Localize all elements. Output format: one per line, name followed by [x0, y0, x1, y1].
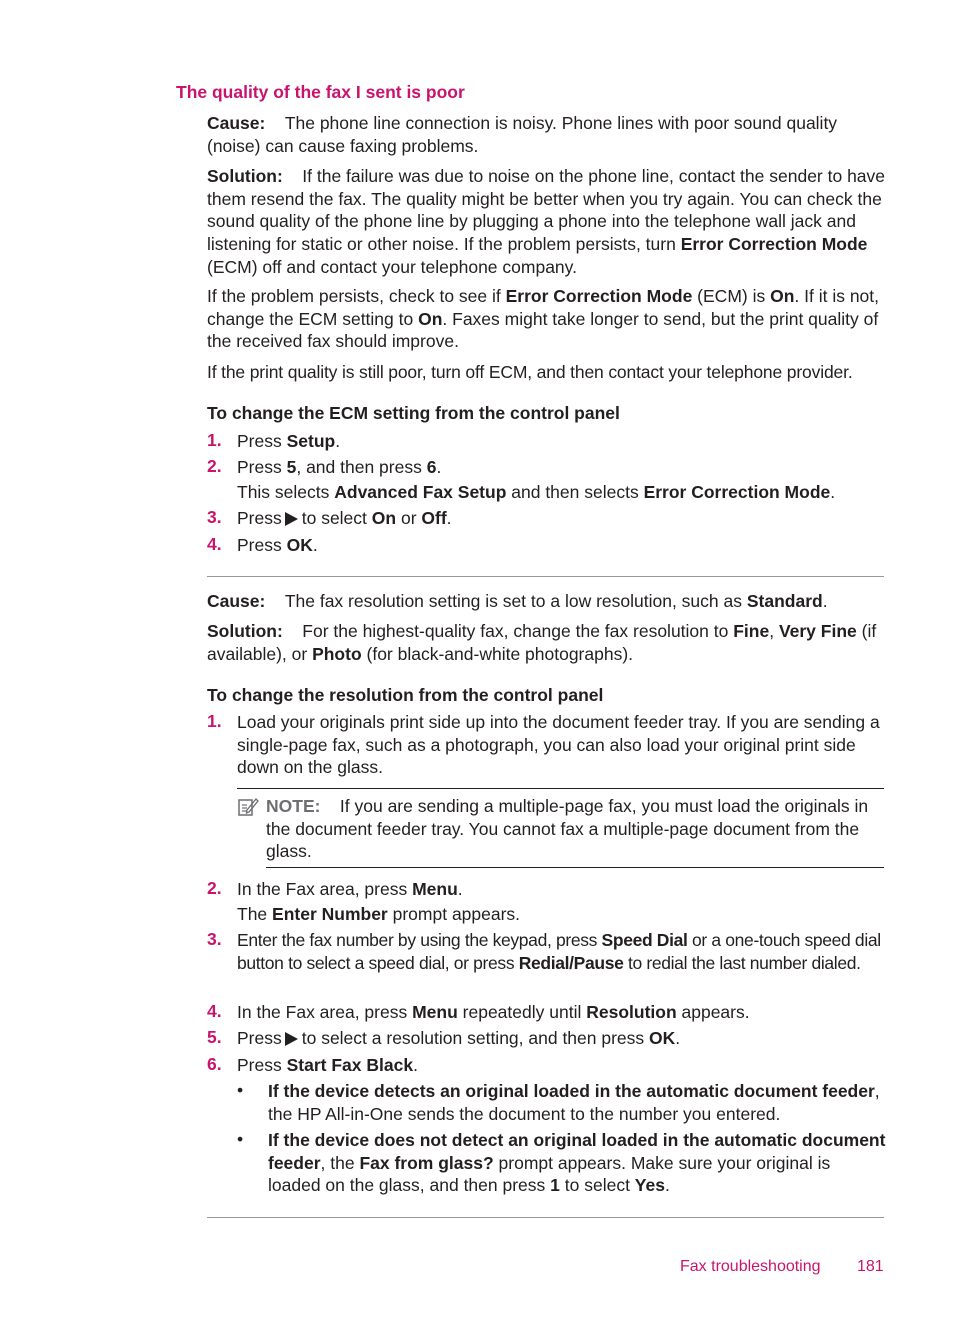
persist-paragraph: [207, 285, 887, 353]
step-text: [237, 929, 887, 974]
note-pencil-icon: [237, 796, 259, 818]
persist-bold-on: On: [418, 308, 443, 329]
bullet-text: , the: [320, 1152, 360, 1173]
note-label: NOTE:: [266, 796, 321, 816]
persist-text: . If it is not, change the ECM setting to: [207, 286, 880, 329]
step-number: 3.: [207, 929, 222, 949]
step-bold: Menu: [412, 1002, 458, 1022]
solution-text-end: (ECM) off and contact your telephone company.: [207, 256, 577, 277]
step-text-part: to select: [301, 508, 372, 528]
step-text: [237, 456, 887, 479]
persist-text: (ECM) is: [692, 286, 771, 306]
step-text-part: Press: [237, 457, 287, 477]
step-subtext: [237, 903, 887, 926]
step-bold: Error Correction Mode: [643, 482, 831, 502]
still-poor-paragraph: If the print quality is still poor, turn off ECM, and then contact your telephone provider.: [207, 362, 853, 382]
bullet-text: , the HP All-in-One sends the document to the number you entered.: [268, 1081, 880, 1124]
step-bold: Advanced Fax Setup: [334, 482, 507, 502]
step-text-part: to redial the last number dialed.: [623, 952, 861, 973]
solution-text: (for black-and-white photographs).: [361, 643, 634, 664]
step-text-part: prompt appears.: [387, 904, 521, 924]
persist-bold-on: On: [770, 286, 795, 306]
solution-bold: Photo: [312, 643, 362, 664]
note-box: [266, 795, 886, 863]
bullet-marker: •: [237, 1080, 244, 1100]
note-bottom-rule: [266, 867, 884, 868]
step-text-part: .: [312, 535, 318, 555]
procedure-title-resolution: To change the resolution from the control panel: [207, 685, 604, 705]
step-subtext: [237, 481, 887, 504]
step-text: [237, 430, 887, 453]
step-text-part: .: [335, 431, 341, 451]
step-number: 5.: [207, 1027, 222, 1047]
cause-text: .: [822, 591, 828, 611]
bullet-bold: Yes: [634, 1175, 665, 1196]
cause-paragraph-1: [207, 112, 887, 157]
bullet-bold: If the device detects an original loaded in the automatic document feeder: [268, 1081, 875, 1101]
step-text-part: .: [830, 482, 836, 502]
solution-bold: Very Fine: [778, 621, 857, 641]
step-bold: Setup: [286, 431, 336, 451]
step-text-part: This selects: [237, 482, 335, 502]
step-text-part: The: [237, 904, 273, 924]
step-text-part: Press: [237, 508, 282, 528]
step-number: 4.: [207, 534, 222, 554]
step-text-part: Press: [237, 535, 287, 555]
bullet-text: prompt appears. Make sure your original is loaded on the glass, and then press: [268, 1152, 831, 1196]
step-text-part: Press: [237, 1055, 287, 1075]
step-text: [237, 507, 887, 530]
step-number: 2.: [207, 878, 222, 898]
cause-bold: Standard: [746, 591, 823, 611]
note-text: If you are sending a multiple-page fax, you must load the originals in the document feeder tray. You cannot fax a multiple-page document from the glass.: [266, 796, 869, 862]
section-divider: [207, 576, 884, 577]
step-text-part: In the Fax area, press: [237, 1002, 413, 1022]
step-text: [237, 1027, 887, 1050]
cause-text: The phone line connection is noisy. Phone lines with poor sound quality (noise) can cause faxing problems.: [207, 113, 838, 156]
step-bold: Start Fax Black: [286, 1055, 414, 1075]
cause-paragraph-2: [207, 590, 887, 613]
step-text-part: Press: [237, 431, 287, 451]
solution-text: If the failure was due to noise on the phone line, contact the sender to have them resend the fax. The quality might be better when you try again. You can check the sound quality of the phone line by plugging a phone into the telephone wall jack and listening for static or other noise. If the problem persists, turn: [207, 166, 886, 255]
section-divider: [207, 1217, 884, 1218]
note-top-rule: [237, 788, 884, 789]
bullet-bold: 1: [550, 1175, 560, 1196]
step-bold: Menu: [412, 879, 458, 899]
solution-bold: Fine: [733, 621, 770, 641]
step-bold: Speed Dial: [601, 930, 688, 950]
persist-bold-ecm: Error Correction Mode: [505, 286, 693, 306]
step-number: 1.: [207, 430, 222, 450]
step-text-part: and then selects: [506, 482, 644, 502]
solution-label: Solution:: [207, 621, 283, 641]
step-text: [237, 878, 887, 901]
bullet-bold: Fax from glass?: [359, 1152, 494, 1173]
step-text-part: Enter the fax number by using the keypad, press: [237, 930, 602, 950]
solution-text: For the highest-quality fax, change the fax resolution to: [302, 621, 734, 641]
right-arrow-icon: [285, 512, 298, 526]
step-bold: OK: [649, 1028, 676, 1048]
persist-text: If the problem persists, check to see if: [207, 286, 506, 306]
step-text: [237, 1054, 887, 1077]
step-bold: 5: [286, 457, 297, 477]
step-text-part: .: [436, 457, 442, 477]
step-text: [237, 1001, 887, 1024]
bullet-item: [268, 1129, 887, 1197]
procedure-title-ecm: To change the ECM setting from the control panel: [207, 403, 620, 423]
step-bold: Redial/Pause: [518, 952, 624, 973]
step-number: 1.: [207, 711, 222, 731]
step-bold: OK: [286, 535, 313, 555]
bullet-bold: If the device does not detect an original loaded in the automatic document feeder: [268, 1130, 886, 1173]
step-bold: Resolution: [586, 1002, 677, 1022]
step-text-part: .: [675, 1028, 681, 1048]
step-number: 6.: [207, 1054, 222, 1074]
cause-text: The fax resolution setting is set to a low resolution, such as: [284, 591, 747, 611]
right-arrow-icon: [285, 1032, 298, 1046]
solution-label: Solution:: [207, 166, 283, 186]
step-text-part: or a one-touch speed dial button to select a speed dial, or press: [237, 930, 881, 973]
step-number: 4.: [207, 1001, 222, 1021]
bullet-text: .: [664, 1175, 670, 1196]
step-text-part: , and then press: [296, 457, 427, 477]
persist-text: . Faxes might take longer to send, but the print quality of the received fax should improve.: [207, 308, 879, 352]
step-text-part: In the Fax area, press: [237, 879, 413, 899]
solution-paragraph-1: [207, 165, 887, 279]
step-text: [237, 534, 887, 557]
step-bold: Enter Number: [272, 904, 388, 924]
step-text-part: .: [446, 508, 452, 528]
step-bold: Off: [421, 508, 447, 528]
cause-label: Cause:: [207, 113, 266, 133]
solution-text: (if available), or: [207, 621, 877, 664]
bullet-item: [268, 1080, 887, 1125]
footer-section-title: Fax troubleshooting: [680, 1258, 821, 1275]
bullet-marker: •: [237, 1129, 244, 1149]
step-number: 2.: [207, 456, 222, 476]
bullet-text: to select: [559, 1175, 635, 1196]
step-text-part: Press: [237, 1028, 282, 1048]
cause-label: Cause:: [207, 591, 266, 611]
step-bold: 6: [426, 457, 437, 477]
step-text-part: .: [457, 879, 463, 899]
step-bold: On: [371, 508, 397, 528]
step-text-part: to select a resolution setting, and then press: [301, 1028, 650, 1048]
step-text-part: .: [413, 1055, 418, 1075]
step-number: 3.: [207, 507, 222, 527]
solution-paragraph-2: [207, 620, 887, 665]
step-text-part: appears.: [676, 1002, 750, 1022]
section-heading: The quality of the fax I sent is poor: [176, 82, 465, 102]
footer-page-number: 181: [857, 1258, 884, 1275]
step-text-part: or: [396, 508, 422, 528]
solution-text: ,: [769, 621, 779, 641]
step-text-part: repeatedly until: [457, 1002, 587, 1022]
solution-bold: Error Correction Mode: [680, 234, 868, 255]
step-text: Load your originals print side up into the document feeder tray. If you are sending a single-page fax, such as a photograph, you can also load your original print side down on the glass.: [237, 712, 880, 778]
